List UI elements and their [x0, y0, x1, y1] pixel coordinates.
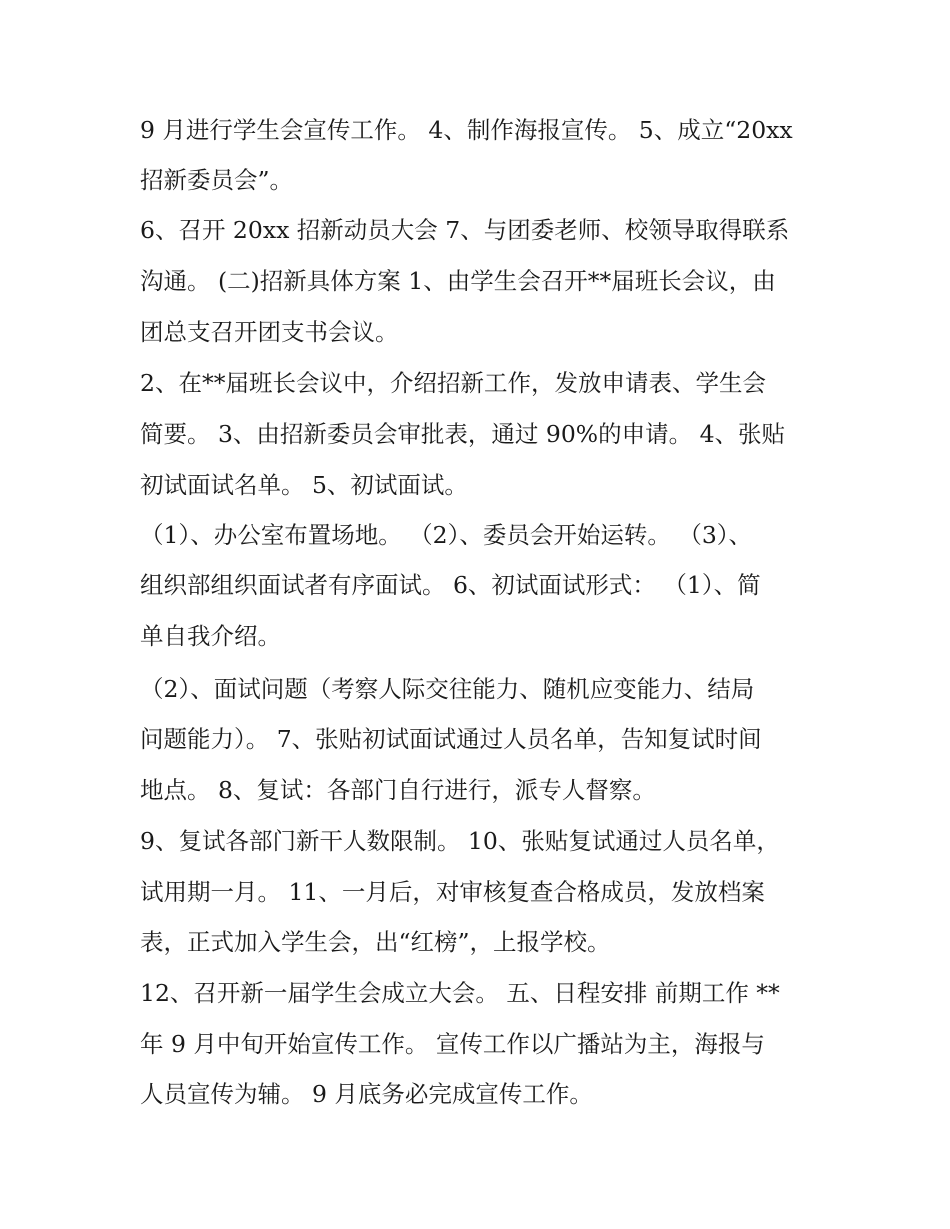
text-line: 初试面试名单。 5、初试面试。 — [140, 471, 468, 499]
text-line: 年 9 月中旬开始宣传工作。 宣传工作以广播站为主，海报与 — [140, 1030, 765, 1058]
text-line: 沟通。 (二)招新具体方案 1、由学生会召开**届班长会议，由 — [140, 267, 776, 295]
text-line: 表，正式加入学生会，出“红榜”，上报学校。 — [140, 928, 611, 956]
text-line: 9 月进行学生会宣传工作。 4、制作海报宣传。 5、成立“20xx — [140, 116, 793, 144]
text-line: 组织部组织面试者有序面试。 6、初试面试形式： （1）、简 — [140, 571, 761, 599]
text-line: 问题能力）。 7、张贴初试面试通过人员名单，告知复试时间 — [140, 725, 762, 753]
text-line: 9、复试各部门新干人数限制。 10、张贴复试通过人员名单， — [140, 827, 780, 855]
text-line: 试用期一月。 11、一月后，对审核复查合格成员，发放档案 — [140, 878, 765, 906]
text-line: 简要。 3、由招新委员会审批表，通过 90%的申请。 4、张贴 — [140, 420, 786, 448]
text-line: 团总支召开团支书会议。 — [140, 318, 399, 346]
text-line: 12、召开新一届学生会成立大会。 五、日程安排 前期工作 ** — [140, 979, 780, 1007]
text-line: 6、召开 20xx 招新动员大会 7、与团委老师、校领导取得联系 — [140, 216, 790, 244]
text-line: 招新委员会”。 — [140, 166, 294, 194]
text-line: （2）、面试问题（考察人际交往能力、随机应变能力、结局 — [140, 675, 755, 703]
text-line: 2、在**届班长会议中，介绍招新工作，发放申请表、学生会 — [140, 369, 766, 397]
text-line: 人员宣传为辅。 9 月底务必完成宣传工作。 — [140, 1080, 593, 1108]
text-line: （1）、办公室布置场地。 （2）、委员会开始运转。 （3）、 — [140, 521, 753, 549]
text-line: 地点。 8、复试：各部门自行进行，派专人督察。 — [140, 776, 656, 804]
text-line: 单自我介绍。 — [140, 622, 281, 650]
